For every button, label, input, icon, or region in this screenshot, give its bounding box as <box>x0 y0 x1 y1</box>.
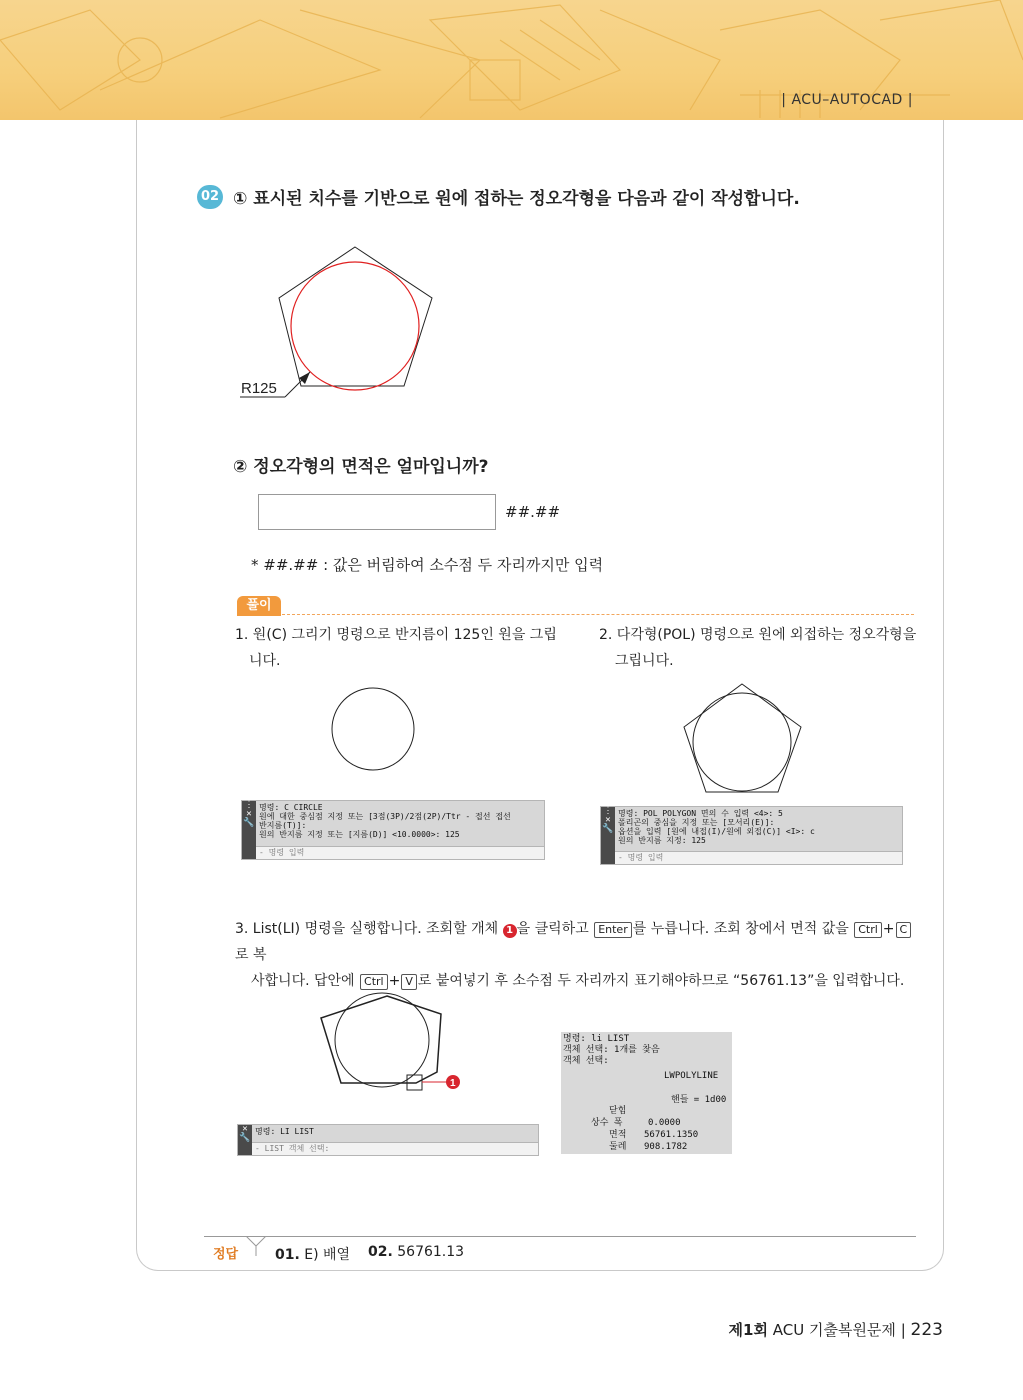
command-input[interactable]: - LIST 객체 선택: <box>252 1142 538 1155</box>
solution-divider <box>282 614 914 615</box>
step-1-line-2: 니다. <box>249 653 281 669</box>
step-1 <box>235 622 565 674</box>
footer-round: 제1회 <box>728 1321 768 1339</box>
step-3 <box>235 916 925 994</box>
footer-title: ACU 기출복원문제 <box>772 1321 896 1339</box>
pentagon-shape <box>321 996 441 1083</box>
solution-tag: 풀이 <box>237 596 281 616</box>
answer-bracket-icon <box>244 1236 268 1256</box>
answer-note: * ##.## : 값은 버림하여 소수점 두 자리까지만 입력 <box>251 556 604 574</box>
step-2-line-1: 2. 다각형(POL) 명령으로 원에 외접하는 정오각형을 <box>599 627 917 643</box>
inscribed-circle <box>693 693 791 791</box>
command-sidebar: ⋮ ✕ 🔧 <box>242 801 256 859</box>
step-1-line-1: 1. 원(C) 그리기 명령으로 반지름이 125인 원을 그립 <box>235 627 557 643</box>
c-key: C <box>896 922 912 938</box>
inscribed-circle <box>335 993 429 1087</box>
page-number: 223 <box>910 1320 943 1340</box>
answer-input[interactable] <box>258 494 496 530</box>
command-history: 명령: LI LIST <box>255 1127 314 1136</box>
page-footer <box>729 1319 943 1340</box>
marker-1-icon: 1 <box>503 924 517 938</box>
v-key: V <box>401 974 417 990</box>
step-3-line-2: 사합니다. 답안에 Ctrl + V 로 붙여넣기 후 소수점 두 자리까지 표기해야하므로 “56761.13”을 입력합니다. <box>251 973 905 989</box>
ctrl-key: Ctrl <box>854 922 882 938</box>
list-result-window: 명령: li LIST 객체 선택: 1개를 찾음 객체 선택: LWPOLYLINE 핸들 = 1d00 닫힘 상수 폭 0.0000 면적 56761.1350 둘레 908.1782 <box>561 1032 732 1154</box>
answer-2: 02. 56761.13 <box>368 1244 465 1260</box>
command-window-circle <box>241 800 545 860</box>
svg-text:1: 1 <box>450 1078 456 1089</box>
dimension-arrow <box>299 372 310 384</box>
step-3-line-1: 3. List(LI) 명령을 실행합니다. 조회할 개체 1 을 클릭하고 Enter 를 누릅니다. 조회 창에서 면적 값을 Ctrl + C로 복 <box>235 916 925 968</box>
enter-key: Enter <box>594 922 632 938</box>
command-history: 명령: POL POLYGON 면의 수 입력 <4>: 5 폴리곤의 중심을 지정 또는 [모서리(E)]: 옵션을 입력 [원에 내접(I)/원에 외접(C)] <I>: c 원의 반지름 지정: 125 <box>618 809 815 845</box>
ctrl-key: Ctrl <box>360 974 388 990</box>
command-input[interactable]: - 명령 입력 <box>615 851 902 864</box>
sub-question: ② 정오각형의 면적은 얼마입니까? <box>233 457 489 477</box>
command-input[interactable]: - 명령 입력 <box>256 846 544 859</box>
command-sidebar: ⋮ ✕ 🔧 <box>601 807 615 864</box>
answer-divider <box>204 1236 916 1237</box>
pentagon-select-figure <box>315 990 475 1100</box>
command-sidebar: ✕ 🔧 <box>238 1125 252 1155</box>
question-text: ① 표시된 치수를 기반으로 원에 접하는 정오각형을 다음과 같이 작성합니다. <box>233 189 800 209</box>
pentagon-circle-figure <box>680 682 806 794</box>
footer-sep: | <box>900 1321 906 1339</box>
answer-format: ##.## <box>505 503 561 521</box>
command-window-polygon <box>600 806 903 865</box>
pentagon-figure <box>235 240 445 410</box>
answer-label: 정답 <box>213 1247 239 1262</box>
pentagon-shape <box>684 684 801 792</box>
answer-1: 01. E) 배열 <box>275 1247 351 1263</box>
step-2-line-2: 그립니다. <box>615 653 674 669</box>
step-2 <box>599 622 919 674</box>
inscribed-circle <box>291 262 419 390</box>
circle-shape <box>332 688 414 770</box>
question-number-badge: 02 <box>197 185 223 209</box>
pentagon-shape <box>279 247 432 386</box>
radius-label: R125 <box>241 380 277 397</box>
command-history: 명령: C CIRCLE 원에 대한 중심점 지정 또는 [3점(3P)/2점(2P)/Ttr - 접선 접선 반지름(T)]: 원의 반지름 지정 또는 [지름(D)] <10.0000>: 125 <box>259 803 511 839</box>
circle-figure <box>330 686 418 774</box>
header-tag: | ACU–AUTOCAD | <box>781 92 913 108</box>
command-window-list <box>237 1124 539 1156</box>
